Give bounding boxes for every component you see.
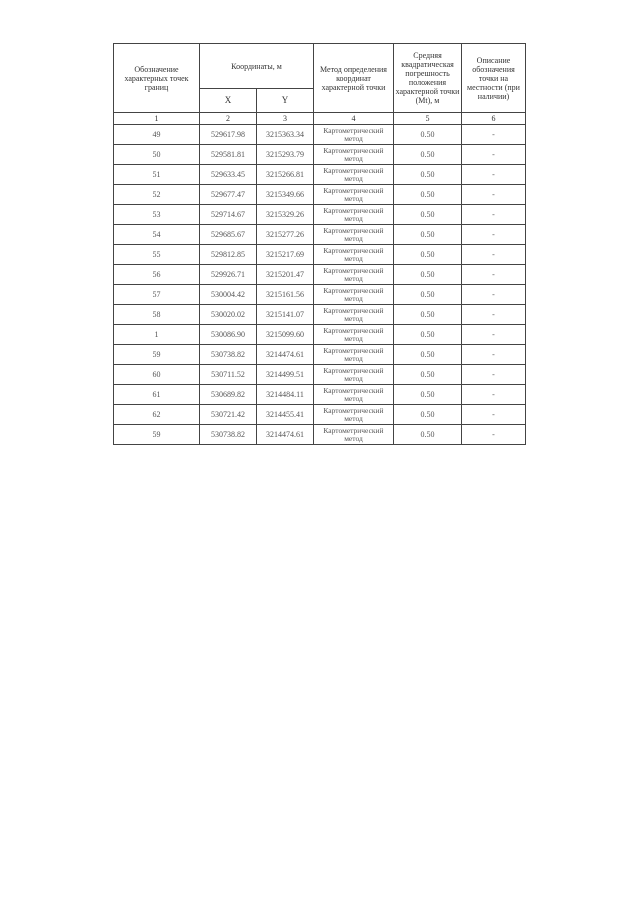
x-cell: 530004.42 xyxy=(200,285,257,305)
method-cell: Картометрический метод xyxy=(314,245,394,265)
method-cell: Картометрический метод xyxy=(314,305,394,325)
point-cell: 59 xyxy=(114,345,200,365)
column-number: 2 xyxy=(200,113,257,125)
table-row xyxy=(114,305,526,325)
table-row xyxy=(114,385,526,405)
point-cell: 62 xyxy=(114,405,200,425)
point-cell: 59 xyxy=(114,425,200,445)
accuracy-cell: 0.50 xyxy=(394,405,462,425)
point-cell: 52 xyxy=(114,185,200,205)
column-number-row xyxy=(114,113,526,125)
table-row xyxy=(114,225,526,245)
x-cell: 530020.02 xyxy=(200,305,257,325)
header-y: Y xyxy=(257,89,314,113)
description-cell: - xyxy=(462,145,526,165)
accuracy-cell: 0.50 xyxy=(394,245,462,265)
y-cell: 3215266.81 xyxy=(257,165,314,185)
x-cell: 529633.45 xyxy=(200,165,257,185)
header-row xyxy=(114,44,526,89)
description-cell: - xyxy=(462,205,526,225)
method-cell: Картометрический метод xyxy=(314,205,394,225)
description-cell: - xyxy=(462,265,526,285)
method-cell: Картометрический метод xyxy=(314,425,394,445)
x-cell: 530086.90 xyxy=(200,325,257,345)
description-cell: - xyxy=(462,345,526,365)
description-cell: - xyxy=(462,125,526,145)
accuracy-cell: 0.50 xyxy=(394,345,462,365)
description-cell: - xyxy=(462,425,526,445)
method-cell: Картометрический метод xyxy=(314,325,394,345)
accuracy-cell: 0.50 xyxy=(394,365,462,385)
accuracy-cell: 0.50 xyxy=(394,305,462,325)
accuracy-cell: 0.50 xyxy=(394,145,462,165)
accuracy-cell: 0.50 xyxy=(394,425,462,445)
description-cell: - xyxy=(462,405,526,425)
header-description: Описание обозначения точки на местности (при наличии) xyxy=(462,44,526,113)
coordinates-table xyxy=(113,43,526,445)
description-cell: - xyxy=(462,325,526,345)
method-cell: Картометрический метод xyxy=(314,125,394,145)
table-row xyxy=(114,205,526,225)
accuracy-cell: 0.50 xyxy=(394,225,462,245)
description-cell: - xyxy=(462,305,526,325)
point-cell: 50 xyxy=(114,145,200,165)
x-cell: 529926.71 xyxy=(200,265,257,285)
table-row xyxy=(114,265,526,285)
table-row xyxy=(114,345,526,365)
point-cell: 56 xyxy=(114,265,200,285)
table-row xyxy=(114,145,526,165)
table-row xyxy=(114,285,526,305)
y-cell: 3215349.66 xyxy=(257,185,314,205)
header-point-designation: Обозначение характерных точек границ xyxy=(114,44,200,113)
table-row xyxy=(114,125,526,145)
point-cell: 60 xyxy=(114,365,200,385)
method-cell: Картометрический метод xyxy=(314,185,394,205)
method-cell: Картометрический метод xyxy=(314,345,394,365)
x-cell: 529617.98 xyxy=(200,125,257,145)
description-cell: - xyxy=(462,365,526,385)
accuracy-cell: 0.50 xyxy=(394,325,462,345)
y-cell: 3215293.79 xyxy=(257,145,314,165)
point-cell: 51 xyxy=(114,165,200,185)
x-cell: 529677.47 xyxy=(200,185,257,205)
y-cell: 3215277.26 xyxy=(257,225,314,245)
point-cell: 55 xyxy=(114,245,200,265)
point-cell: 58 xyxy=(114,305,200,325)
y-cell: 3215217.69 xyxy=(257,245,314,265)
table-row xyxy=(114,365,526,385)
method-cell: Картометрический метод xyxy=(314,365,394,385)
accuracy-cell: 0.50 xyxy=(394,285,462,305)
description-cell: - xyxy=(462,245,526,265)
accuracy-cell: 0.50 xyxy=(394,265,462,285)
point-cell: 49 xyxy=(114,125,200,145)
y-cell: 3215363.34 xyxy=(257,125,314,145)
table-row xyxy=(114,325,526,345)
column-number: 5 xyxy=(394,113,462,125)
header-x: X xyxy=(200,89,257,113)
method-cell: Картометрический метод xyxy=(314,385,394,405)
table-body xyxy=(114,125,526,445)
point-cell: 57 xyxy=(114,285,200,305)
x-cell: 530738.82 xyxy=(200,345,257,365)
point-cell: 1 xyxy=(114,325,200,345)
table-row xyxy=(114,425,526,445)
y-cell: 3214474.61 xyxy=(257,425,314,445)
y-cell: 3215161.56 xyxy=(257,285,314,305)
point-cell: 54 xyxy=(114,225,200,245)
column-number: 3 xyxy=(257,113,314,125)
column-number: 6 xyxy=(462,113,526,125)
description-cell: - xyxy=(462,285,526,305)
description-cell: - xyxy=(462,165,526,185)
y-cell: 3214474.61 xyxy=(257,345,314,365)
x-cell: 529812.85 xyxy=(200,245,257,265)
y-cell: 3215099.60 xyxy=(257,325,314,345)
table-row xyxy=(114,405,526,425)
x-cell: 530711.52 xyxy=(200,365,257,385)
y-cell: 3214455.41 xyxy=(257,405,314,425)
x-cell: 529581.81 xyxy=(200,145,257,165)
x-cell: 529714.67 xyxy=(200,205,257,225)
table-row xyxy=(114,165,526,185)
header-coordinates: Координаты, м xyxy=(200,44,314,89)
x-cell: 529685.67 xyxy=(200,225,257,245)
y-cell: 3215329.26 xyxy=(257,205,314,225)
method-cell: Картометрический метод xyxy=(314,165,394,185)
table-row xyxy=(114,245,526,265)
y-cell: 3215141.07 xyxy=(257,305,314,325)
description-cell: - xyxy=(462,385,526,405)
method-cell: Картометрический метод xyxy=(314,145,394,165)
method-cell: Картометрический метод xyxy=(314,225,394,245)
y-cell: 3215201.47 xyxy=(257,265,314,285)
description-cell: - xyxy=(462,225,526,245)
accuracy-cell: 0.50 xyxy=(394,185,462,205)
accuracy-cell: 0.50 xyxy=(394,385,462,405)
method-cell: Картометрический метод xyxy=(314,405,394,425)
x-cell: 530689.82 xyxy=(200,385,257,405)
header-method: Метод определения координат характерной точки xyxy=(314,44,394,113)
accuracy-cell: 0.50 xyxy=(394,165,462,185)
x-cell: 530738.82 xyxy=(200,425,257,445)
point-cell: 61 xyxy=(114,385,200,405)
y-cell: 3214499.51 xyxy=(257,365,314,385)
accuracy-cell: 0.50 xyxy=(394,205,462,225)
accuracy-cell: 0.50 xyxy=(394,125,462,145)
method-cell: Картометрический метод xyxy=(314,285,394,305)
x-cell: 530721.42 xyxy=(200,405,257,425)
point-cell: 53 xyxy=(114,205,200,225)
table-row xyxy=(114,185,526,205)
header-accuracy: Средняя квадратическая погрешность положения характерной точки (Mt), м xyxy=(394,44,462,113)
y-cell: 3214484.11 xyxy=(257,385,314,405)
method-cell: Картометрический метод xyxy=(314,265,394,285)
description-cell: - xyxy=(462,185,526,205)
column-number: 4 xyxy=(314,113,394,125)
column-number: 1 xyxy=(114,113,200,125)
